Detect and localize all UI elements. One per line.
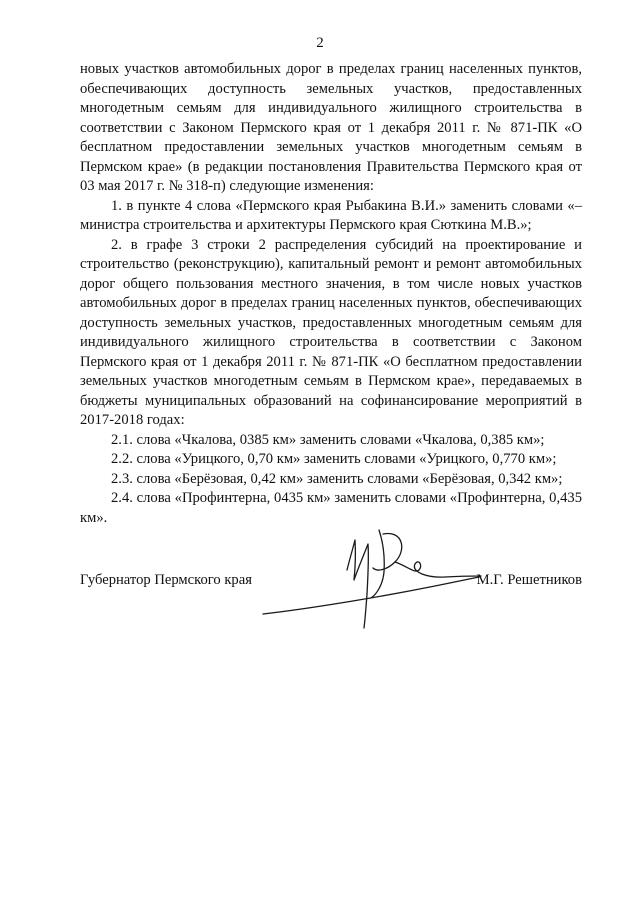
paragraph-item-2-1: 2.1. слова «Чкалова, 0385 км» заменить словами «Чкалова, 0,385 км»; — [111, 431, 545, 448]
page-number: 2 — [316, 35, 324, 51]
paragraph-item-2-2: 2.2. слова «Урицкого, 0,70 км» заменить словами «Урицкого, 0,770 км»; — [111, 451, 557, 467]
paragraph-intro: новых участков автомобильных дорог в пределах границ населенных пунктов, обеспечивающих доступность земельных участков, предоставленных многодетным семьям для индивидуального жилищного строительства в соответствии с Законом Пермского края от 1 декабря 2011 г. № 871-ПК «О бесплатном предоставлении земельных участков многодетным семьям в Пермском крае» (в редакции постановления Правительства Пермского края от 03 мая 2017 г. № 318-п) следующие изменения: — [80, 61, 582, 194]
document-body — [80, 60, 582, 528]
paragraph-item-2: 2. в графе 3 строки 2 распределения субсидий на проектирование и строительство (реконструкцию), капитальный ремонт и ремонт автомобильных дорог общего пользования местного значения, в том числе новых участков автомобильных дорог в пределах границ населенных пунктов, обеспечивающих доступность земельных участков, предоставленных многодетным семьям для индивидуального жилищного строительства в соответствии с Законом Пермского края от 1 декабря 2011 г. № 871-ПК «О бесплатном предоставлении земельных участков многодетным семьям в Пермском крае», передаваемых в бюджеты муниципальных образований на софинансирование мероприятий в 2017-2018 годах: — [80, 236, 582, 428]
paragraph-item-1: 1. в пункте 4 слова «Пермского края Рыбакина В.И.» заменить словами «– министра строительства и архитектуры Пермского края Сюткина М.В.»; — [80, 197, 582, 233]
signatory-name: М.Г. Решетников — [476, 572, 582, 588]
signature-block — [80, 571, 582, 591]
paragraph-item-2-3: 2.3. слова «Берёзовая, 0,42 км» заменить словами «Берёзовая, 0,342 км»; — [111, 470, 563, 487]
signatory-title: Губернатор Пермского края — [80, 572, 252, 588]
paragraph-item-2-4: 2.4. слова «Профинтерна, 0435 км» заменить словами «Профинтерна, 0,435 км». — [80, 490, 582, 526]
